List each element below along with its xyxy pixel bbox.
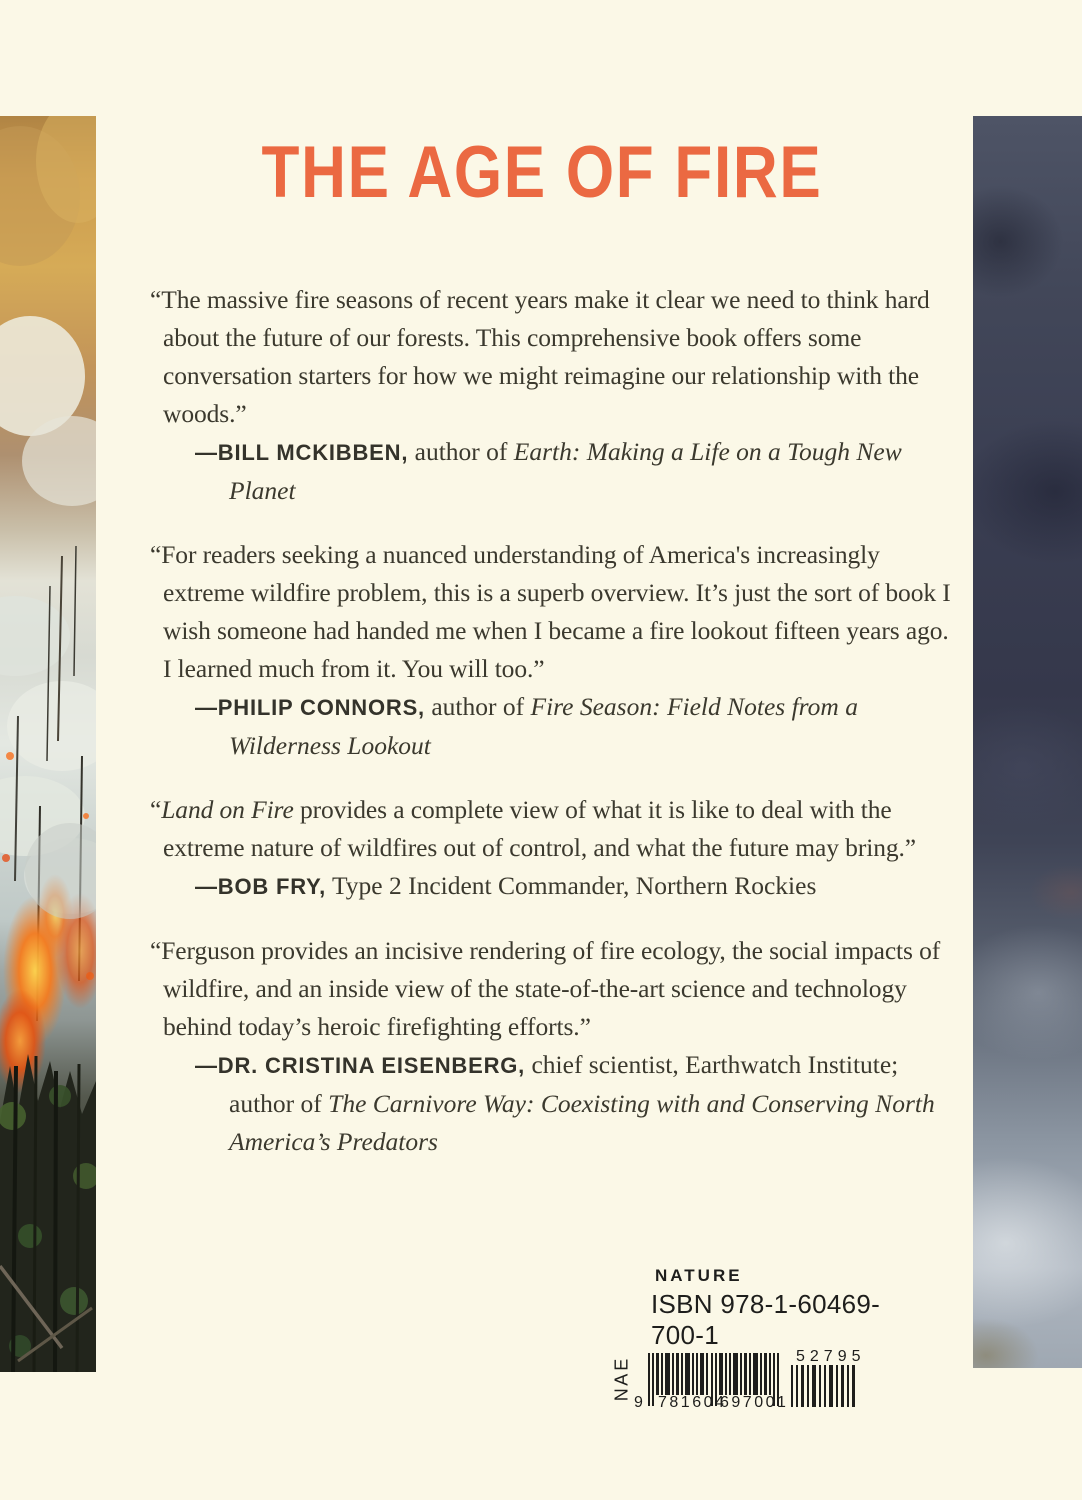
quote-text: [150, 932, 956, 1046]
quote-segment: “For readers seeking a nuanced understanding of America's increasingly extreme wildfire problem, this is a superb overview. It’s just the sort of book I wish someone had handed me when I became a fire lookout fifteen years ago. I learned much from it. You will too.”: [150, 540, 951, 683]
ean-letter: E: [611, 1358, 632, 1371]
barcode-digit-group: 9: [634, 1394, 643, 1411]
quotes-section: [150, 281, 956, 1161]
attribution-text: Type 2 Incident Commander, Northern Rockies: [326, 871, 817, 900]
isbn-label: ISBN 978-1-60469-700-1: [651, 1289, 881, 1350]
book-title-italic: Land on Fire: [161, 795, 294, 824]
ean-letter: N: [611, 1387, 632, 1402]
quote-block: [150, 536, 956, 765]
wildfire-photo-left: [0, 116, 96, 1372]
ean-label: [612, 1357, 632, 1402]
quote-segment: “The massive fire seasons of recent years make it clear we need to think hard about the future of our forests. This comprehensive book offers some conversation starters for how we might reimagine our relationship with the woods.”: [150, 285, 930, 428]
quote-text: [150, 791, 956, 867]
quote-block: [150, 791, 956, 906]
attribution-name: —PHILIP CONNORS,: [195, 695, 425, 720]
quote-attribution: [150, 433, 956, 510]
book-title-text: THE AGE OF FIRE: [261, 132, 823, 213]
attribution-text: author of: [424, 692, 531, 721]
attribution-book-title: Fire Season: Field Notes from a Wilderness Lookout: [229, 692, 858, 760]
attribution-book-title: The Carnivore Way: Coexisting with and Conserving North America’s Predators: [229, 1089, 935, 1156]
barcode-row: [611, 1348, 892, 1411]
price-code-digits: 52795: [796, 1348, 866, 1365]
quote-text: [150, 281, 956, 433]
category-label: NATURE: [655, 1266, 743, 1285]
attribution-text: author of: [408, 437, 514, 466]
ean-letter: A: [611, 1373, 632, 1386]
attribution-book-title: Earth: Making a Life on a Tough New Planet: [229, 437, 902, 505]
smoke-photo-right: [973, 116, 1082, 1368]
page-title: [146, 132, 938, 213]
price-barcode-bars: [791, 1365, 857, 1407]
quote-segment: provides a complete view of what it is like to deal with the extreme nature of wildfires out of control, and what the future may bring.”: [163, 795, 916, 862]
attribution-text: chief scientist, Earthwatch Institute; author of: [229, 1050, 899, 1118]
quote-segment: “: [150, 795, 162, 824]
barcode-digit-group: 697001: [720, 1394, 789, 1411]
quote-segment: “Ferguson provides an incisive rendering of fire ecology, the social impacts of wildfire, and an inside view of the state-of-the-art science and technology behind today’s heroic firefighting efforts.”: [150, 936, 941, 1041]
price-barcode: [791, 1348, 866, 1407]
quote-text: [150, 536, 956, 688]
barcode-block: [612, 1266, 892, 1409]
attribution-name: —BILL MCKIBBEN,: [195, 440, 409, 465]
quote-attribution: [150, 688, 956, 765]
quote-block: [150, 932, 956, 1161]
isbn-barcode: [634, 1353, 789, 1411]
quote-attribution: [150, 867, 956, 906]
quote-block: [150, 281, 956, 510]
quote-attribution: [150, 1046, 956, 1161]
attribution-name: —BOB FRY,: [195, 874, 327, 899]
barcode-digit-group: 781604: [658, 1394, 727, 1411]
attribution-name: —DR. CRISTINA EISENBERG,: [195, 1053, 526, 1078]
wildfire-photo-illustration: [0, 116, 96, 1372]
